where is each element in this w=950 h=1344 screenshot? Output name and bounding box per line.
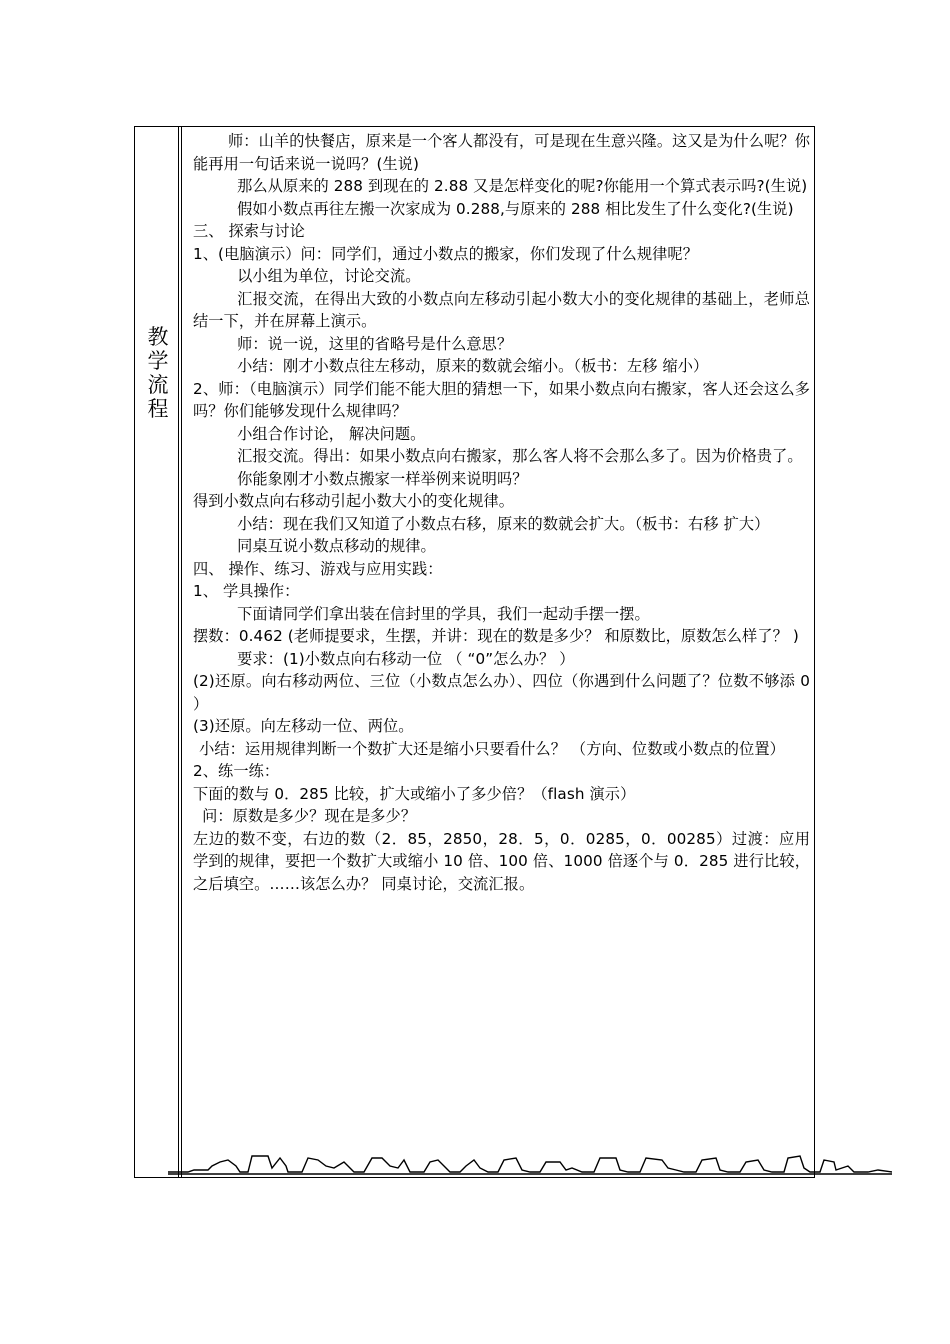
lesson-content: [193, 130, 810, 895]
content-paragraph: 小组合作讨论， 解决问题。: [237, 424, 426, 443]
content-paragraph: 得到小数点向右移动引起小数大小的变化规律。: [193, 492, 515, 510]
content-paragraph: 要求：(1)小数点向右移动一位 （ “0”怎么办？ ）: [237, 649, 575, 668]
skyline-outline: [168, 1156, 892, 1172]
content-paragraph: 左边的数不变，右边的数（2．85，2850，28．5，0．0285，0．00285）过渡：应用学到的规律，要把一个数扩大或缩小 10 倍、100 倍、1000 倍逐个与 0．285 进行比较，之后填空。……该怎么办？ 同桌讨论，交流汇报。: [193, 829, 810, 893]
section-label: [145, 325, 171, 421]
content-paragraph: 三、 探索与讨论: [193, 222, 305, 240]
content-paragraph: 小结：刚才小数点往左移动，原来的数就会缩小。（板书：左移 缩小）: [237, 357, 709, 375]
content-paragraph: 1、 学具操作：: [193, 582, 300, 600]
content-paragraph: 师：说一说，这里的省略号是什么意思？: [237, 334, 513, 353]
section-label-char: 学: [147, 349, 169, 373]
section-label-char: 程: [147, 397, 169, 421]
section-label-cell: [135, 127, 182, 1177]
section-label-char: 流: [147, 373, 169, 397]
content-paragraph: 小结：现在我们又知道了小数点右移，原来的数就会扩大。（板书：右移 扩大）: [237, 514, 770, 533]
section-label-char: 教: [147, 325, 169, 349]
content-paragraph: 问：原数是多少？现在是多少？: [202, 807, 417, 825]
content-paragraph: 2、师：（电脑演示）同学们能不能大胆的猜想一下，如果小数点向右搬家，客人还会这么多吗？你们能够发现什么规律吗？: [193, 379, 810, 420]
content-paragraph: 以小组为单位，讨论交流。: [237, 267, 421, 285]
content-paragraph: 四、 操作、练习、游戏与应用实践：: [193, 559, 443, 578]
content-paragraph: (2)还原。向右移动两位、三位（小数点怎么办）、四位（你遇到什么问题了？位数不够添 0 ）: [193, 672, 811, 713]
content-paragraph: 下面的数与 0．285 比较，扩大或缩小了多少倍？（flash 演示）: [193, 784, 636, 803]
content-paragraph: 2、练一练：: [193, 762, 280, 780]
content-paragraph: (3)还原。向左移动一位、两位。: [193, 717, 414, 735]
content-paragraph: 1、(电脑演示）问：同学们，通过小数点的搬家，你们发现了什么规律呢？: [193, 244, 698, 263]
content-paragraph: 小结：运用规律判断一个数扩大还是缩小只要看什么？ （方向、位数或小数点的位置）: [199, 739, 785, 758]
content-paragraph: 汇报交流，在得出大致的小数点向左移动引起小数大小的变化规律的基础上，老师总结一下，并在屏幕上演示。: [193, 289, 810, 330]
lesson-table: [134, 126, 815, 1178]
content-paragraph: 同桌互说小数点移动的规律。: [237, 537, 436, 555]
content-paragraph: 汇报交流。得出：如果小数点向右搬家，那么客人将不会那么多了。因为价格贵了。: [237, 447, 803, 465]
content-paragraph: 师：山羊的快餐店，原来是一个客人都没有，可是现在生意兴隆。这又是为什么呢？你能再用一句话来说一说吗？(生说): [193, 132, 810, 173]
content-paragraph: 你能象刚才小数点搬家一样举例来说明吗？: [237, 469, 528, 488]
content-paragraph: 假如小数点再往左搬一次家成为 0.288,与原来的 288 相比发生了什么变化?(生说): [237, 199, 794, 218]
skyline-border-decoration: [168, 1148, 892, 1178]
content-paragraph: 摆数：0.462 (老师提要求，生摆，并讲：现在的数是多少？ 和原数比，原数怎么样了？ ): [193, 627, 799, 645]
content-paragraph: 那么从原来的 288 到现在的 2.88 又是怎样变化的呢?你能用一个算式表示吗?(生说): [237, 177, 808, 195]
content-paragraph: 下面请同学们拿出装在信封里的学具，我们一起动手摆一摆。: [237, 604, 650, 623]
